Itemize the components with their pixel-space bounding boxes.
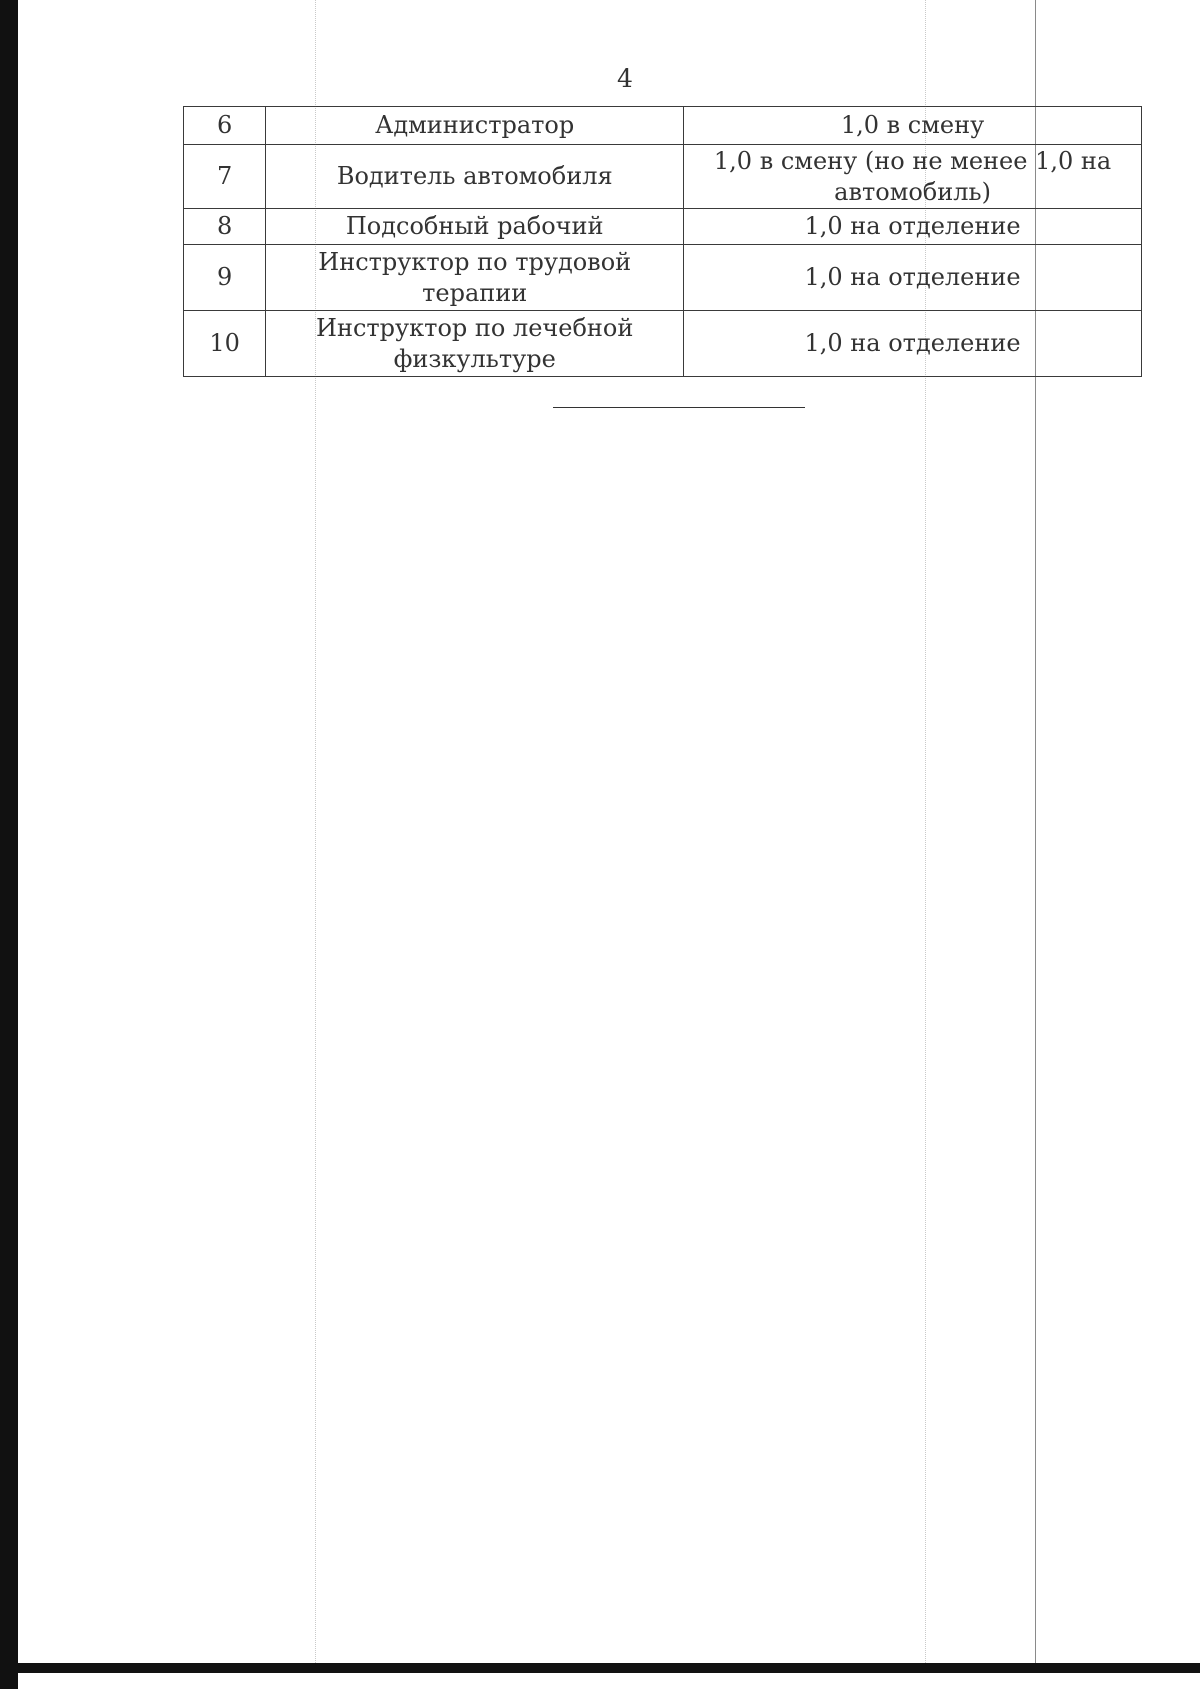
table-row [184,145,1142,209]
staffing-rate: 1,0 на отделение [684,209,1142,245]
position-name: Инструктор по лечебной физкультуре [266,311,684,377]
position-name: Подсобный рабочий [266,209,684,245]
staffing-rate: 1,0 на отделение [684,311,1142,377]
scan-bottom-border [0,1663,1200,1673]
row-number: 6 [184,107,266,145]
table-row [184,245,1142,311]
position-name: Водитель автомобиля [266,145,684,209]
scan-left-border [0,0,18,1689]
table-row [184,209,1142,245]
position-name: Администратор [266,107,684,145]
closing-rule [553,407,805,408]
row-number: 8 [184,209,266,245]
staffing-rate: 1,0 на отделение [684,245,1142,311]
staffing-rate: 1,0 в смену (но не менее 1,0 на автомобиль) [684,145,1142,209]
row-number: 10 [184,311,266,377]
page-number: 4 [617,64,633,93]
staffing-rate: 1,0 в смену [684,107,1142,145]
row-number: 7 [184,145,266,209]
staffing-table [183,106,1142,377]
row-number: 9 [184,245,266,311]
table-row [184,107,1142,145]
position-name: Инструктор по трудовой терапии [266,245,684,311]
table-row [184,311,1142,377]
